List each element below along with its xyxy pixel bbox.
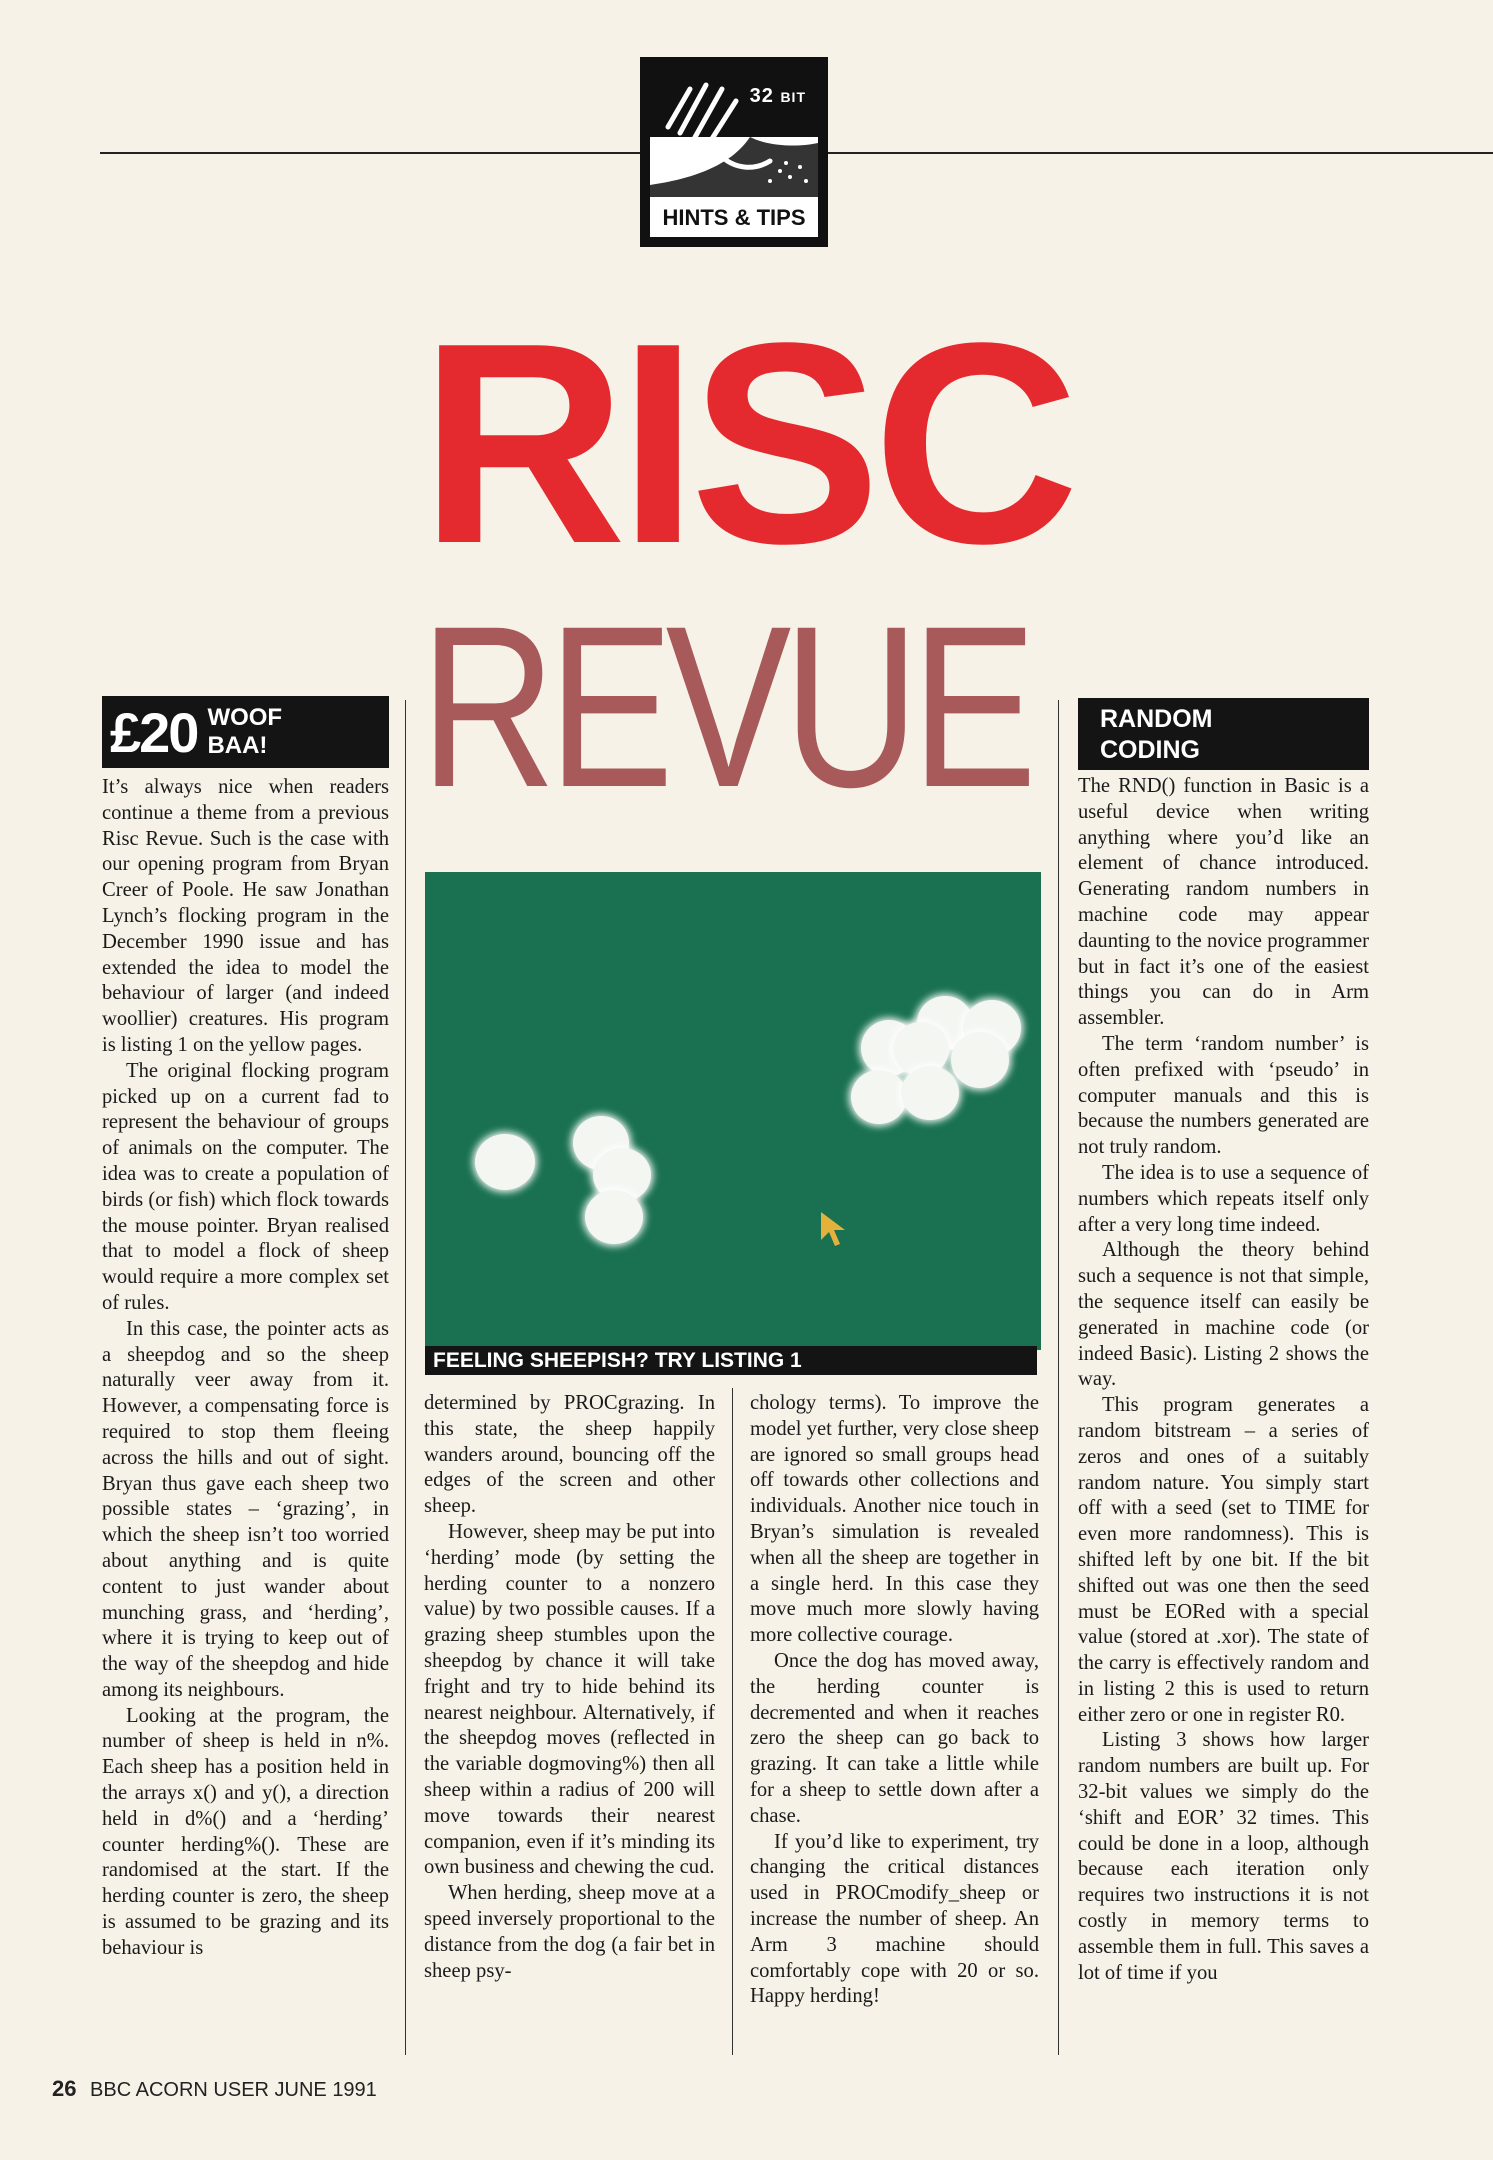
sheep (951, 1032, 1009, 1088)
prize-amount: £20 (110, 700, 198, 764)
headline-risc: RISC (420, 283, 1072, 603)
article-paragraph: If you’d like to experiment, try changing the critical distances used in PROCmodify_sheep or increase the number of sheep. An Arm 3 machine should comfortably cope with 20 or so. Happy herding! (750, 1830, 1039, 2008)
article-paragraph: The RND() function in Basic is a useful device when writing anything where you’d like an element of chance introduced. Generating random numbers in machine code may appear daunting to the novice programmer but in fact it’s one of the easiest things you can do in Arm assembler. (1078, 775, 1369, 1030)
article-paragraph: However, sheep may be put into ‘herding’ mode (by setting the herding counter to a nonzero value) by two possible causes. If a grazing sheep stumbles upon the sheepdog by chance it will take fright and try to hide behind its nearest neighbour. Alternatively, if the sheepdog moves (reflected in the variable dogmoving%) then all sheep within a radius of 200 will move towards their nearest companion, even if it’s minding its own business and chewing the cud. (424, 1520, 715, 1879)
sheep (475, 1134, 535, 1190)
article-paragraph: The idea is to use a sequence of numbers which repeats itself only after a very long time indeed. (1078, 1161, 1369, 1236)
article-paragraph: chology terms). To improve the model yet further, very close sheep are ignored so small groups head off towards other collections and individuals. Another nice touch in Bryan’s simulation is revealed when all the sheep are together in a single herd. In this case they move much more slowly having more collective courage. (750, 1392, 1039, 1647)
figure-caption: FEELING SHEEPISH? TRY LISTING 1 (425, 1346, 1037, 1375)
article-paragraph: When herding, sheep move at a speed inversely proportional to the distance from the dog (a fair bet in sheep psy- (424, 1882, 715, 1982)
magazine-issue: BBC ACORN USER JUNE 1991 (90, 2079, 377, 2101)
article-paragraph: Although the theory behind such a sequence is not that simple, the sequence itself can easily be generated in machine code (or indeed Basic). Listing 2 shows the way. (1078, 1239, 1369, 1391)
article-paragraph: determined by PROCgrazing. In this state, the sheep happily wanders around, bouncing off the edges of the screen and other sheep. (424, 1392, 715, 1518)
article-paragraph: Looking at the program, the number of sheep is held in n%. Each sheep has a position held in the arrays x() and y(), a direction held in d%() and a ‘herding’ counter herding%(). These are randomised at the start. If the herding counter is zero, the sheep is assumed to be grazing and its behaviour is (102, 1704, 389, 1959)
section-title-coding: CODING (1100, 736, 1200, 764)
article-paragraph: In this case, the pointer acts as a sheepdog and so the sheep naturally veer away from it. However, a compensating force is required to stop them fleeing across the hills and out of sight. Bryan thus gave each sheep two possible states – ‘grazing’, in which the sheep isn’t too worried about anything and is quite content to just wander about munching grass, and ‘herding’, where it is trying to keep out of the way of the sheepdog and hide among its neighbours. (102, 1317, 389, 1701)
top-rule-left (100, 152, 642, 154)
top-rule-right (826, 152, 1493, 154)
hints-tips-badge (640, 57, 828, 247)
section-title-woof-baa (207, 704, 282, 760)
section-title-random: RANDOM (1100, 705, 1213, 733)
page-number: 26 (52, 2076, 77, 2101)
sheep (585, 1190, 643, 1244)
article-column-right (1078, 774, 1369, 1986)
badge-title: HINTS & TIPS (662, 205, 806, 230)
article-paragraph: Once the dog has moved away, the herding counter is decremented and when it reaches zero the sheep can go back to grazing. It can take a little while for a sheep to settle down after a chase. (750, 1649, 1039, 1827)
section-title-line2: BAA! (207, 732, 268, 759)
article-paragraph: Listing 3 shows how larger random numbers are built up. For 32-bit values we simply do the ‘shift and EOR’ 32 times. This could be done in a loop, although because each iteration only requires two instructions it is not costly in memory terms to assemble them in full. This saves a lot of time if you (1078, 1729, 1369, 1984)
mouse-pointer-icon (819, 1210, 849, 1250)
sheep (901, 1066, 959, 1120)
headline-revue: REVUE (420, 578, 1029, 835)
article-column-middle-right (750, 1391, 1039, 2010)
column-divider (1058, 700, 1059, 2055)
sheep-simulation-screenshot (425, 872, 1041, 1350)
badge-bits-label: 32 BIT (749, 85, 806, 107)
column-divider (732, 1388, 733, 2055)
section-box-random-coding (1078, 698, 1369, 770)
article-column-middle-left (424, 1391, 715, 1984)
sheep (851, 1070, 907, 1124)
section-title-line1: WOOF (207, 704, 283, 731)
page-footer (52, 2076, 377, 2102)
article-paragraph: This program generates a random bitstream – a series of zeros and ones of a suitably random nature. You simply start off with a seed (set to TIME for even more randomness). This is shifted left by one bit. If the bit shifted out was one then the seed must be EORed with a special value (stored at .xor). The state of the carry is effectively random and in listing 2 this is used to return either zero or one in register R0. (1078, 1394, 1369, 1726)
section-box-woof-baa (102, 696, 389, 768)
article-column-left (102, 775, 389, 1962)
article-paragraph: The original flocking program picked up on a current fad to represent the behaviour of groups of animals on the computer. The idea was to create a population of birds (or fish) which flock towards the mouse pointer. Bryan realised that to model a flock of sheep would require a more complex set of rules. (102, 1059, 389, 1314)
article-paragraph: It’s always nice when readers continue a theme from a previous Risc Revue. Such is the case with our opening program from Bryan Creer of Poole. He saw Jonathan Lynch’s flocking program in the December 1990 issue and has extended the idea to model the behaviour of larger (and indeed woollier) creatures. His program is listing 1 on the yellow pages. (102, 776, 389, 1056)
column-divider (405, 700, 406, 2055)
article-paragraph: The term ‘random number’ is often prefixed with ‘pseudo’ in computer manuals and this is because the numbers generated are not truly random. (1078, 1032, 1369, 1159)
